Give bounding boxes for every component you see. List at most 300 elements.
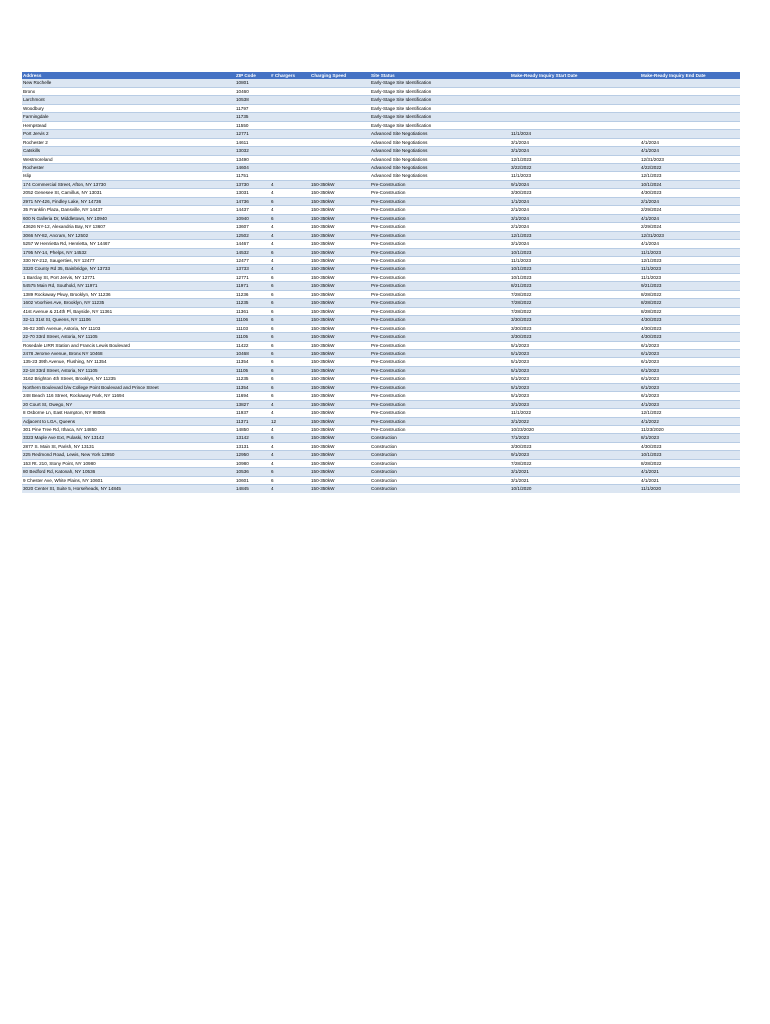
charging-speed-cell: 150-350kW	[310, 265, 370, 273]
site-status-cell: Pre-Construction	[370, 282, 510, 290]
address-cell: 2052 Genesee St, Camillus, NY 13031	[22, 189, 235, 197]
chargers-cell	[270, 113, 310, 121]
inquiry-end-cell: 4/1/2024	[640, 240, 740, 248]
inquiry-end-cell: 10/1/2023	[640, 451, 740, 459]
chargers-cell: 6	[270, 358, 310, 366]
chargers-cell: 4	[270, 485, 310, 493]
site-status-cell: Advanced Site Negotiations	[370, 138, 510, 146]
column-header-address: Address	[22, 72, 235, 79]
table-row	[22, 155, 740, 163]
inquiry-start-cell: 3/30/2023	[510, 189, 640, 197]
site-status-cell: Early-Stage Site Identification	[370, 87, 510, 95]
table-row	[22, 324, 740, 332]
address-cell: 5257 W Henrietta Rd, Henrietta, NY 14467	[22, 240, 235, 248]
inquiry-end-cell: 6/1/2023	[640, 392, 740, 400]
inquiry-start-cell: 11/1/2023	[510, 256, 640, 264]
inquiry-end-cell: 12/1/2023	[640, 172, 740, 180]
table-row	[22, 400, 740, 408]
zip-code-cell: 12502	[235, 231, 270, 239]
charging-speed-cell: 150-350kW	[310, 333, 370, 341]
table-row	[22, 417, 740, 425]
inquiry-end-cell: 4/30/2023	[640, 316, 740, 324]
site-status-cell: Pre-Construction	[370, 307, 510, 315]
chargers-cell: 6	[270, 273, 310, 281]
address-cell: 32-11 31st St, Queens, NY 11106	[22, 316, 235, 324]
inquiry-start-cell: 12/1/2023	[510, 231, 640, 239]
site-status-cell: Pre-Construction	[370, 349, 510, 357]
chargers-cell: 6	[270, 197, 310, 205]
table-row	[22, 147, 740, 155]
table-row	[22, 273, 740, 281]
site-status-cell: Advanced Site Negotiations	[370, 163, 510, 171]
address-cell: 8 Osborne Ln, East Hampton, NY 98065	[22, 409, 235, 417]
charging-speed-cell: 150-350kW	[310, 273, 370, 281]
table-row	[22, 248, 740, 256]
charging-speed-cell: 150-350kW	[310, 485, 370, 493]
inquiry-start-cell: 3/1/2024	[510, 147, 640, 155]
zip-code-cell: 14850	[235, 426, 270, 434]
inquiry-end-cell: 8/28/2022	[640, 459, 740, 467]
inquiry-start-cell: 3/30/2023	[510, 324, 640, 332]
site-status-cell: Advanced Site Negotiations	[370, 172, 510, 180]
charging-speed-cell: 150-350kW	[310, 231, 370, 239]
address-cell: Rochester	[22, 163, 235, 171]
zip-code-cell: 11106	[235, 316, 270, 324]
site-status-cell: Pre-Construction	[370, 299, 510, 307]
inquiry-end-cell: 12/1/2022	[640, 409, 740, 417]
zip-code-cell: 10980	[235, 459, 270, 467]
inquiry-end-cell: 6/1/2023	[640, 358, 740, 366]
site-status-cell: Advanced Site Negotiations	[370, 147, 510, 155]
address-cell: Westmoreland	[22, 155, 235, 163]
inquiry-start-cell: 10/1/2023	[510, 273, 640, 281]
address-cell: Rosedale LIRR Station and Francis Lewis Boulevard	[22, 341, 235, 349]
charging-speed-cell	[310, 130, 370, 138]
charging-speed-cell: 150-350kW	[310, 426, 370, 434]
site-status-cell: Pre-Construction	[370, 290, 510, 298]
table-row	[22, 189, 740, 197]
charging-speed-cell: 150-350kW	[310, 375, 370, 383]
table-row	[22, 392, 740, 400]
zip-code-cell: 11105	[235, 366, 270, 374]
chargers-cell: 6	[270, 316, 310, 324]
inquiry-end-cell	[640, 121, 740, 129]
address-cell: 301 Pine Tree Rd, Ithaca, NY 14850	[22, 426, 235, 434]
address-cell: 1389 Rockaway Pkwy, Brooklyn, NY 11236	[22, 290, 235, 298]
chargers-cell: 6	[270, 434, 310, 442]
chargers-cell: 4	[270, 459, 310, 467]
inquiry-start-cell	[510, 121, 640, 129]
site-status-cell: Construction	[370, 468, 510, 476]
charging-speed-cell	[310, 96, 370, 104]
chargers-cell: 4	[270, 256, 310, 264]
charging-speed-cell	[310, 163, 370, 171]
inquiry-end-cell: 8/28/2022	[640, 290, 740, 298]
charging-speed-cell: 150-350kW	[310, 366, 370, 374]
inquiry-start-cell: 5/1/2023	[510, 383, 640, 391]
zip-code-cell: 11937	[235, 409, 270, 417]
zip-code-cell: 13490	[235, 155, 270, 163]
address-cell: 174 Commercial Street, Afton, NY 13730	[22, 180, 235, 188]
address-cell: 20 Court St, Owego, NY	[22, 400, 235, 408]
address-cell: 54575 Main Rd, Southold, NY 11971	[22, 282, 235, 290]
table-row	[22, 96, 740, 104]
site-status-cell: Pre-Construction	[370, 324, 510, 332]
zip-code-cell: 10940	[235, 214, 270, 222]
inquiry-start-cell: 11/1/2023	[510, 172, 640, 180]
zip-code-cell: 11354	[235, 358, 270, 366]
inquiry-start-cell: 9/1/2024	[510, 180, 640, 188]
zip-code-cell: 14604	[235, 163, 270, 171]
inquiry-start-cell: 10/23/2020	[510, 426, 640, 434]
inquiry-end-cell: 4/1/2024	[640, 147, 740, 155]
chargers-cell: 6	[270, 290, 310, 298]
site-status-cell: Pre-Construction	[370, 333, 510, 341]
column-header-zip-code: ZIP Code	[235, 72, 270, 79]
table-row	[22, 341, 740, 349]
chargers-cell	[270, 130, 310, 138]
charging-speed-cell: 150-350kW	[310, 290, 370, 298]
inquiry-end-cell: 4/1/2024	[640, 214, 740, 222]
inquiry-end-cell: 6/1/2023	[640, 366, 740, 374]
table-row	[22, 366, 740, 374]
charging-speed-cell	[310, 121, 370, 129]
charging-speed-cell: 150-350kW	[310, 400, 370, 408]
chargers-cell: 4	[270, 426, 310, 434]
table-row	[22, 172, 740, 180]
zip-code-cell: 14437	[235, 206, 270, 214]
site-status-cell: Pre-Construction	[370, 358, 510, 366]
table-row	[22, 333, 740, 341]
zip-code-cell: 14845	[235, 485, 270, 493]
inquiry-end-cell: 2/29/2024	[640, 206, 740, 214]
address-cell: Catskills	[22, 147, 235, 155]
charging-speed-cell: 150-350kW	[310, 349, 370, 357]
zip-code-cell: 11422	[235, 341, 270, 349]
address-cell: 3323 Maple Ave Ext, Pulaski, NY 13142	[22, 434, 235, 442]
zip-code-cell: 11236	[235, 290, 270, 298]
inquiry-start-cell: 12/1/2023	[510, 155, 640, 163]
charging-speed-cell	[310, 87, 370, 95]
address-cell: Rochester 2	[22, 138, 235, 146]
zip-code-cell: 10460	[235, 87, 270, 95]
address-cell: Adjacent to LGA, Queens	[22, 417, 235, 425]
address-cell: Larchmont	[22, 96, 235, 104]
charging-speed-cell: 150-350kW	[310, 468, 370, 476]
chargers-cell: 4	[270, 180, 310, 188]
address-cell: 2877 S. Main St, Parish, NY 13131	[22, 442, 235, 450]
chargers-cell	[270, 138, 310, 146]
charging-speed-cell: 150-350kW	[310, 282, 370, 290]
inquiry-end-cell: 4/30/2023	[640, 442, 740, 450]
inquiry-end-cell: 8/28/2022	[640, 299, 740, 307]
zip-code-cell: 11735	[235, 113, 270, 121]
table-row	[22, 104, 740, 112]
site-status-cell: Advanced Site Negotiations	[370, 130, 510, 138]
inquiry-start-cell: 10/1/2020	[510, 485, 640, 493]
zip-code-cell: 10601	[235, 476, 270, 484]
inquiry-end-cell: 4/1/2021	[640, 476, 740, 484]
address-cell: 36-02 30th Avenue, Astoria, NY 11103	[22, 324, 235, 332]
site-status-cell: Advanced Site Negotiations	[370, 155, 510, 163]
inquiry-end-cell: 11/1/2023	[640, 248, 740, 256]
charging-speed-cell: 150-350kW	[310, 189, 370, 197]
zip-code-cell: 11751	[235, 172, 270, 180]
charging-speed-cell: 150-350kW	[310, 206, 370, 214]
address-cell: Hempstead	[22, 121, 235, 129]
table-row	[22, 214, 740, 222]
site-status-cell: Construction	[370, 485, 510, 493]
site-status-cell: Construction	[370, 459, 510, 467]
inquiry-start-cell: 3/1/2022	[510, 417, 640, 425]
inquiry-end-cell: 12/1/2023	[640, 256, 740, 264]
inquiry-end-cell: 8/28/2022	[640, 307, 740, 315]
address-cell: Northern Boulevard b/w College Point Boulevard and Prince Street	[22, 383, 235, 391]
address-cell: 3320 County Rd 35, Bainbridge, NY 13733	[22, 265, 235, 273]
zip-code-cell: 14736	[235, 197, 270, 205]
inquiry-end-cell: 11/1/2020	[640, 485, 740, 493]
site-status-cell: Early-Stage Site Identification	[370, 121, 510, 129]
charging-speed-cell: 150-350kW	[310, 316, 370, 324]
zip-code-cell: 12771	[235, 273, 270, 281]
table-row	[22, 476, 740, 484]
table-row	[22, 113, 740, 121]
inquiry-start-cell: 3/30/2023	[510, 333, 640, 341]
table-row	[22, 307, 740, 315]
chargers-cell: 4	[270, 265, 310, 273]
zip-code-cell: 12950	[235, 451, 270, 459]
address-cell: Islip	[22, 172, 235, 180]
table-row	[22, 434, 740, 442]
inquiry-end-cell	[640, 130, 740, 138]
inquiry-end-cell: 11/1/2023	[640, 273, 740, 281]
zip-code-cell: 11550	[235, 121, 270, 129]
table-row	[22, 349, 740, 357]
inquiry-end-cell: 6/1/2023	[640, 349, 740, 357]
inquiry-start-cell: 3/1/2024	[510, 240, 640, 248]
zip-code-cell: 13031	[235, 189, 270, 197]
chargers-cell: 6	[270, 366, 310, 374]
inquiry-start-cell	[510, 79, 640, 87]
address-cell: 135-23 39th Avenue, Flushing, NY 11354	[22, 358, 235, 366]
inquiry-end-cell: 11/23/2020	[640, 426, 740, 434]
site-status-cell: Pre-Construction	[370, 426, 510, 434]
inquiry-end-cell: 4/30/2023	[640, 324, 740, 332]
site-status-cell: Pre-Construction	[370, 240, 510, 248]
table-body	[22, 79, 740, 492]
site-status-cell: Pre-Construction	[370, 214, 510, 222]
zip-code-cell: 13142	[235, 434, 270, 442]
charging-speed-cell: 150-350kW	[310, 476, 370, 484]
charging-speed-cell: 150-350kW	[310, 392, 370, 400]
address-cell: 9 Chester Ave, White Plains, NY 10601	[22, 476, 235, 484]
address-cell: 600 N Galleria Dr, Middletown, NY 10940	[22, 214, 235, 222]
chargers-cell	[270, 87, 310, 95]
inquiry-end-cell: 6/1/2023	[640, 375, 740, 383]
inquiry-start-cell: 3/30/2023	[510, 316, 640, 324]
table-row	[22, 223, 740, 231]
table-row	[22, 282, 740, 290]
address-cell: 2971 NY-426, Findley Lake, NY 14736	[22, 197, 235, 205]
charging-speed-cell	[310, 113, 370, 121]
chargers-cell: 4	[270, 240, 310, 248]
chargers-cell: 6	[270, 341, 310, 349]
address-cell: 1 Barclay St, Port Jervis, NY 12771	[22, 273, 235, 281]
site-status-cell: Pre-Construction	[370, 400, 510, 408]
inquiry-start-cell: 7/1/2023	[510, 434, 640, 442]
inquiry-start-cell: 5/1/2023	[510, 358, 640, 366]
chargers-cell: 6	[270, 299, 310, 307]
charging-speed-cell: 150-350kW	[310, 451, 370, 459]
charging-speed-cell: 150-350kW	[310, 223, 370, 231]
inquiry-end-cell: 4/30/2023	[640, 333, 740, 341]
chargers-cell	[270, 121, 310, 129]
inquiry-end-cell: 2/29/2024	[640, 223, 740, 231]
chargers-cell	[270, 172, 310, 180]
zip-code-cell: 13032	[235, 147, 270, 155]
table-row	[22, 87, 740, 95]
table-row	[22, 290, 740, 298]
charging-speed-cell: 150-350kW	[310, 459, 370, 467]
inquiry-start-cell: 11/1/2024	[510, 130, 640, 138]
site-status-cell: Pre-Construction	[370, 417, 510, 425]
header-row	[22, 72, 740, 79]
site-status-cell: Pre-Construction	[370, 223, 510, 231]
table-row	[22, 206, 740, 214]
site-status-cell: Pre-Construction	[370, 206, 510, 214]
table-row	[22, 163, 740, 171]
zip-code-cell: 13733	[235, 265, 270, 273]
chargers-cell: 4	[270, 189, 310, 197]
site-status-cell: Pre-Construction	[370, 375, 510, 383]
chargers-cell: 6	[270, 375, 310, 383]
zip-code-cell: 10801	[235, 79, 270, 87]
inquiry-start-cell: 3/30/2023	[510, 442, 640, 450]
table-row	[22, 197, 740, 205]
inquiry-start-cell: 2/1/2024	[510, 223, 640, 231]
table-row	[22, 383, 740, 391]
table-row	[22, 375, 740, 383]
table-row	[22, 265, 740, 273]
charging-speed-cell: 150-350kW	[310, 240, 370, 248]
inquiry-end-cell: 4/1/2022	[640, 417, 740, 425]
charging-speed-cell: 150-350kW	[310, 256, 370, 264]
charging-speed-cell: 150-350kW	[310, 307, 370, 315]
inquiry-start-cell	[510, 96, 640, 104]
inquiry-end-cell: 4/22/2022	[640, 163, 740, 171]
address-cell: 22-18 33rd Street, Astoria, NY 11105	[22, 366, 235, 374]
inquiry-end-cell: 4/1/2023	[640, 400, 740, 408]
charging-speed-cell: 150-350kW	[310, 442, 370, 450]
inquiry-start-cell: 3/1/2024	[510, 138, 640, 146]
site-status-cell: Pre-Construction	[370, 366, 510, 374]
inquiry-start-cell: 5/1/2023	[510, 375, 640, 383]
charging-speed-cell: 150-350kW	[310, 417, 370, 425]
chargers-cell: 4	[270, 231, 310, 239]
zip-code-cell: 11694	[235, 392, 270, 400]
address-cell: 2478 Jerome Avenue, Bronx NY 10468	[22, 349, 235, 357]
site-status-cell: Pre-Construction	[370, 180, 510, 188]
chargers-cell	[270, 147, 310, 155]
charging-speed-cell: 150-350kW	[310, 409, 370, 417]
chargers-cell: 6	[270, 468, 310, 476]
address-cell: 248 Beach 116 Street, Rockaway Park, NY 11694	[22, 392, 235, 400]
chargers-cell: 6	[270, 307, 310, 315]
inquiry-start-cell	[510, 104, 640, 112]
charging-speed-cell: 150-350kW	[310, 197, 370, 205]
address-cell: 1795 NY-14, Phelps, NY 14532	[22, 248, 235, 256]
site-status-cell: Pre-Construction	[370, 273, 510, 281]
site-status-cell: Early-Stage Site Identification	[370, 96, 510, 104]
charging-speed-cell: 150-350kW	[310, 324, 370, 332]
chargers-cell: 4	[270, 442, 310, 450]
charging-speed-cell: 150-350kW	[310, 383, 370, 391]
charging-speed-cell	[310, 79, 370, 87]
table-row	[22, 442, 740, 450]
address-cell: 225 Redmond Road, Lewis, New York 12950	[22, 451, 235, 459]
chargers-cell: 6	[270, 248, 310, 256]
charging-speed-cell: 150-350kW	[310, 358, 370, 366]
chargers-cell	[270, 104, 310, 112]
address-cell: 43626 NY-12, Alexandria Bay, NY 13607	[22, 223, 235, 231]
column-header-site-status: Site Status	[370, 72, 510, 79]
address-cell: 153 Rt. 210, Stony Point, NY 10980	[22, 459, 235, 467]
table-row	[22, 409, 740, 417]
address-cell: New Rochelle	[22, 79, 235, 87]
address-cell: 22-70 33rd Street, Astoria, NY 11105	[22, 333, 235, 341]
zip-code-cell: 11971	[235, 282, 270, 290]
table-row	[22, 459, 740, 467]
inquiry-start-cell: 3/1/2021	[510, 476, 640, 484]
inquiry-start-cell: 3/1/2023	[510, 400, 640, 408]
table-row	[22, 358, 740, 366]
table-row	[22, 180, 740, 188]
inquiry-end-cell	[640, 87, 740, 95]
table-row	[22, 240, 740, 248]
inquiry-start-cell: 10/1/2023	[510, 248, 640, 256]
site-status-cell: Pre-Construction	[370, 231, 510, 239]
site-status-cell: Pre-Construction	[370, 409, 510, 417]
charging-speed-cell	[310, 172, 370, 180]
zip-code-cell: 10538	[235, 96, 270, 104]
inquiry-end-cell	[640, 104, 740, 112]
site-status-cell: Pre-Construction	[370, 197, 510, 205]
zip-code-cell: 12771	[235, 130, 270, 138]
table-row	[22, 130, 740, 138]
table-row	[22, 299, 740, 307]
inquiry-start-cell	[510, 87, 640, 95]
address-cell: Woodbury	[22, 104, 235, 112]
chargers-cell: 6	[270, 476, 310, 484]
inquiry-start-cell: 7/28/2022	[510, 459, 640, 467]
zip-code-cell: 10468	[235, 349, 270, 357]
inquiry-start-cell: 7/28/2022	[510, 299, 640, 307]
table-row	[22, 451, 740, 459]
address-cell: 3066 NY-82, Ancram, NY 12502	[22, 231, 235, 239]
inquiry-end-cell	[640, 79, 740, 87]
inquiry-end-cell: 6/1/2023	[640, 341, 740, 349]
chargers-cell: 4	[270, 409, 310, 417]
inquiry-start-cell: 7/28/2022	[510, 307, 640, 315]
inquiry-end-cell: 10/1/2024	[640, 180, 740, 188]
charging-speed-cell: 150-350kW	[310, 341, 370, 349]
table-row	[22, 316, 740, 324]
chargers-cell	[270, 163, 310, 171]
zip-code-cell: 11361	[235, 307, 270, 315]
chargers-cell: 4	[270, 400, 310, 408]
inquiry-start-cell: 5/1/2023	[510, 392, 640, 400]
inquiry-start-cell	[510, 113, 640, 121]
